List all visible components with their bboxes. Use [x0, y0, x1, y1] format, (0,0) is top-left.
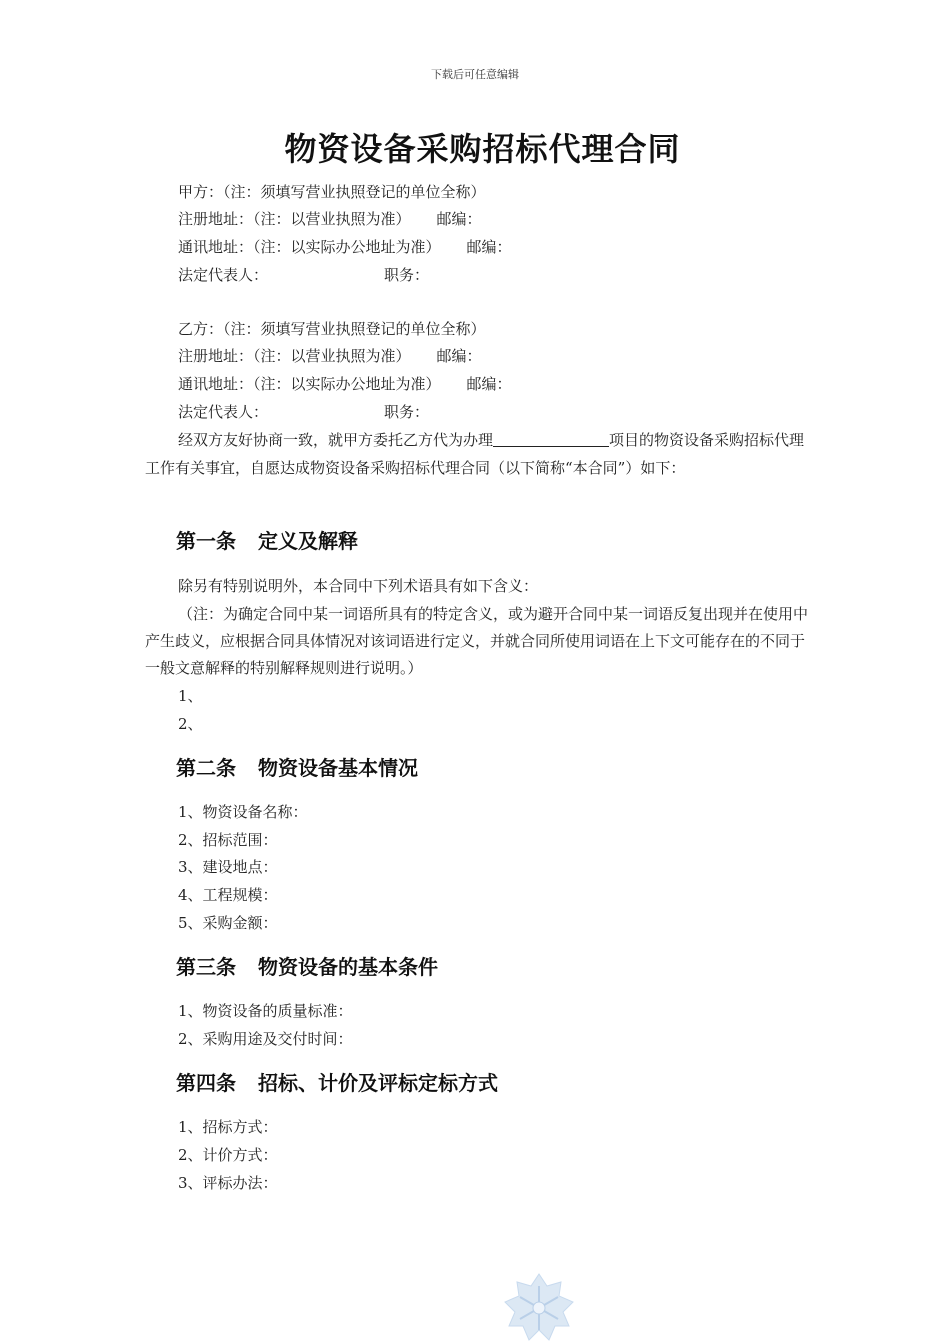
- party-a-reg-address: [178, 209, 482, 229]
- list-item: 3、建设地点：: [178, 858, 278, 876]
- section-number: 第一条: [176, 529, 236, 553]
- party-a-representative: [178, 265, 429, 285]
- party-a-mail-address-label: 通讯地址：（注：以实际办公地址为准）: [178, 238, 441, 256]
- section-title: 物资设备的基本条件: [258, 955, 438, 979]
- section-heading-2: [176, 752, 418, 781]
- list-item: 1、: [178, 687, 203, 705]
- section-heading-4: [176, 1067, 498, 1096]
- party-b-name-line: 乙方：（注：须填写营业执照登记的单位全称）: [178, 320, 486, 338]
- section-number: 第三条: [176, 955, 236, 979]
- project-name-blank: [493, 432, 609, 447]
- list-item: 1、物资设备的质量标准：: [178, 1002, 353, 1020]
- list-item: 2、: [178, 715, 203, 733]
- section-heading-3: [176, 951, 438, 980]
- section-title: 定义及解释: [258, 529, 358, 553]
- contract-title: 物资设备采购招标代理合同: [284, 130, 681, 168]
- party-b-title-label: 职务：: [384, 403, 430, 421]
- party-a-reg-zip: 邮编：: [436, 210, 482, 228]
- intro-part-2: 项目的物资设备采购招标代理工作有关事宜，自愿达成物资设备采购招标代理合同（以下简称“本合同”）如下：: [145, 431, 805, 477]
- section-number: 第二条: [176, 756, 236, 780]
- party-a-reg-address-label: 注册地址：（注：以营业执照为准）: [178, 210, 411, 228]
- intro-paragraph: [145, 427, 810, 482]
- list-item: 2、采购用途及交付时间：: [178, 1030, 353, 1048]
- party-b-rep-label: 法定代表人：: [178, 403, 269, 421]
- party-b-mail-address: [178, 374, 512, 394]
- party-b-representative: [178, 402, 429, 422]
- list-item: 2、计价方式：: [178, 1146, 278, 1164]
- list-item: 2、招标范围：: [178, 831, 278, 849]
- list-item: 1、招标方式：: [178, 1118, 278, 1136]
- list-item: 4、工程规模：: [178, 886, 278, 904]
- party-b-mail-zip: 邮编：: [466, 375, 512, 393]
- section-1-lead: 除另有特别说明外，本合同中下列术语具有如下含义：: [178, 577, 539, 595]
- section-title: 招标、计价及评标定标方式: [258, 1071, 498, 1095]
- list-item: 1、物资设备名称：: [178, 803, 308, 821]
- list-item: 3、评标办法：: [178, 1174, 278, 1192]
- party-a-rep-label: 法定代表人：: [178, 266, 269, 284]
- party-a-mail-address: [178, 237, 512, 257]
- party-a-name-line: 甲方：（注：须填写营业执照登记的单位全称）: [178, 183, 486, 201]
- party-b-reg-zip: 邮编：: [436, 347, 482, 365]
- party-a-title-label: 职务：: [384, 266, 430, 284]
- party-b-reg-address-label: 注册地址：（注：以营业执照为准）: [178, 347, 411, 365]
- snowflake-icon: [503, 1272, 575, 1344]
- party-b-mail-address-label: 通讯地址：（注：以实际办公地址为准）: [178, 375, 441, 393]
- section-number: 第四条: [176, 1071, 236, 1095]
- list-item: 5、采购金额：: [178, 914, 278, 932]
- intro-part-1: 经双方友好协商一致，就甲方委托乙方代为办理: [178, 431, 494, 449]
- party-b-reg-address: [178, 346, 482, 366]
- section-heading-1: [176, 525, 358, 554]
- page-header-note: 下载后可任意编辑: [431, 68, 519, 81]
- section-1-note: （注：为确定合同中某一词语所具有的特定含义，或为避开合同中某一词语反复出现并在使用中产生歧义，应根据合同具体情况对该词语进行定义，并就合同所使用词语在上下文可能存在的不同于一般文意解释的特别解释规则进行说明。）: [145, 605, 809, 677]
- party-a-mail-zip: 邮编：: [466, 238, 512, 256]
- section-title: 物资设备基本情况: [258, 756, 418, 780]
